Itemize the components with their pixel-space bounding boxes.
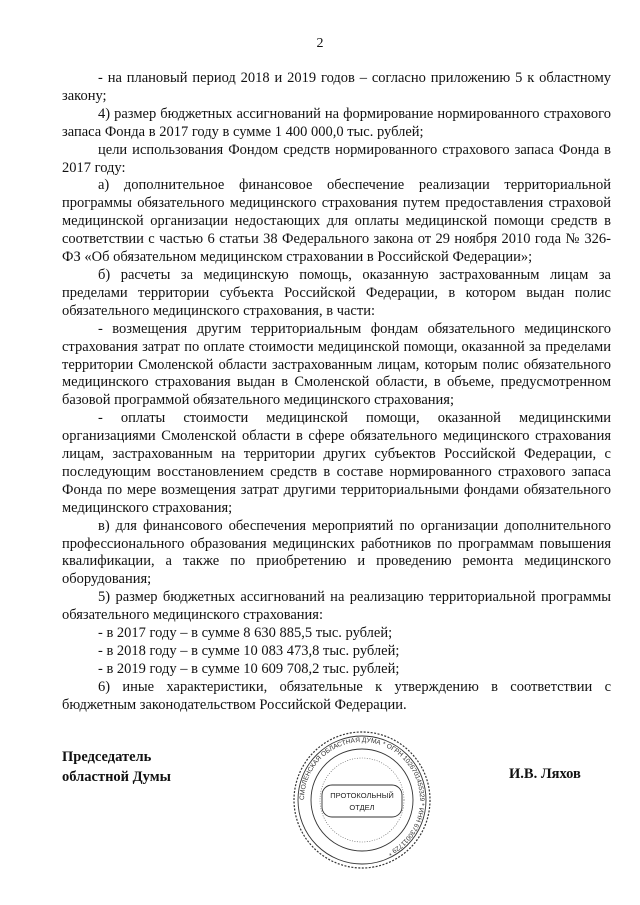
seal-center-line1: ПРОТОКОЛЬНЫЙ xyxy=(330,791,394,800)
paragraph: 5) размер бюджетных ассигнований на реализацию территориальной программы обязательного медицинского страхования: xyxy=(62,589,611,624)
paragraph: - на плановый период 2018 и 2019 годов – согласно приложению 5 к областному закону; xyxy=(62,70,611,104)
signatory-title-line1: Председатель xyxy=(62,749,152,765)
paragraph: - в 2019 году – в сумме 10 609 708,2 тыс. рублей; xyxy=(98,660,400,677)
paragraph: 6) иные характеристики, обязательные к утверждению в соответствии с бюджетным законодательством Российской Федерации. xyxy=(62,678,611,713)
paragraph: 4) размер бюджетных ассигнований на формирование нормированного страхового запаса Фонда в 2017 году в сумме 1 400 000,0 тыс. рублей; xyxy=(62,105,611,140)
paragraph: цели использования Фондом средств нормированного страхового запаса Фонда в 2017 году: xyxy=(62,141,611,176)
paragraph: в) для финансового обеспечения мероприятий по организации дополнительного профессионального образования медицинских работников по программам повышения квалификации, а также по приобретению и проведению ремонта медицинского оборудования; xyxy=(62,517,611,588)
paragraph: - в 2017 году – в сумме 8 630 885,5 тыс. рублей; xyxy=(98,625,393,642)
document-body xyxy=(62,70,611,715)
seal-center-line2: ОТДЕЛ xyxy=(349,803,375,812)
signatory-title xyxy=(62,747,171,787)
paragraph: - в 2018 году – в сумме 10 083 473,8 тыс. рублей; xyxy=(98,643,400,659)
signatory-title-line2: областной Думы xyxy=(62,769,171,785)
paragraph: б) расчеты за медицинскую помощь, оказанную застрахованным лицам за пределами территории субъекта Российской Федерации, в котором выдан полис обязательного медицинского страхования, в части: xyxy=(62,266,611,319)
paragraph: - возмещения другим территориальным фондам обязательного медицинского страхования затрат по оплате стоимости медицинской помощи, оказанной за пределами территории Смоленской области застрахованным лицам, которым полис обязательного медицинского страхования выдан в Смоленской области, в объеме, предусмотренном базовой программой обязательного медицинского страхования; xyxy=(62,320,611,409)
paragraph: а) дополнительное финансовое обеспечение реализации территориальной программы обязательного медицинского страхования путем предоставления страховой медицинской организации недостающих для оплаты медицинской помощи средств в соответствии с частью 6 статьи 38 Федерального закона от 29 ноября 2010 года № 326-ФЗ «Об обязательном медицинском страховании в Российской Федерации»; xyxy=(62,177,611,266)
page-number: 2 xyxy=(316,36,324,51)
paragraph: - оплаты стоимости медицинской помощи, оказанной медицинскими организациями Смоленской области в сфере обязательного медицинского страхования лицам, застрахованным на территории других субъектов Российской Федерации, с последующим восстановлением средств в составе нормированного страхового запаса Фонда по мере возмещения затрат другими территориальными фондами обязательного медицинского страхования; xyxy=(62,410,611,516)
seal-ring-text: СМОЛЕНСКАЯ ОБЛАСТНАЯ ДУМА * ОГРН 1026701455329 * ИНН 6730011729 * xyxy=(298,736,426,857)
official-seal xyxy=(292,730,432,870)
signatory-name: И.В. Ляхов xyxy=(509,766,581,782)
